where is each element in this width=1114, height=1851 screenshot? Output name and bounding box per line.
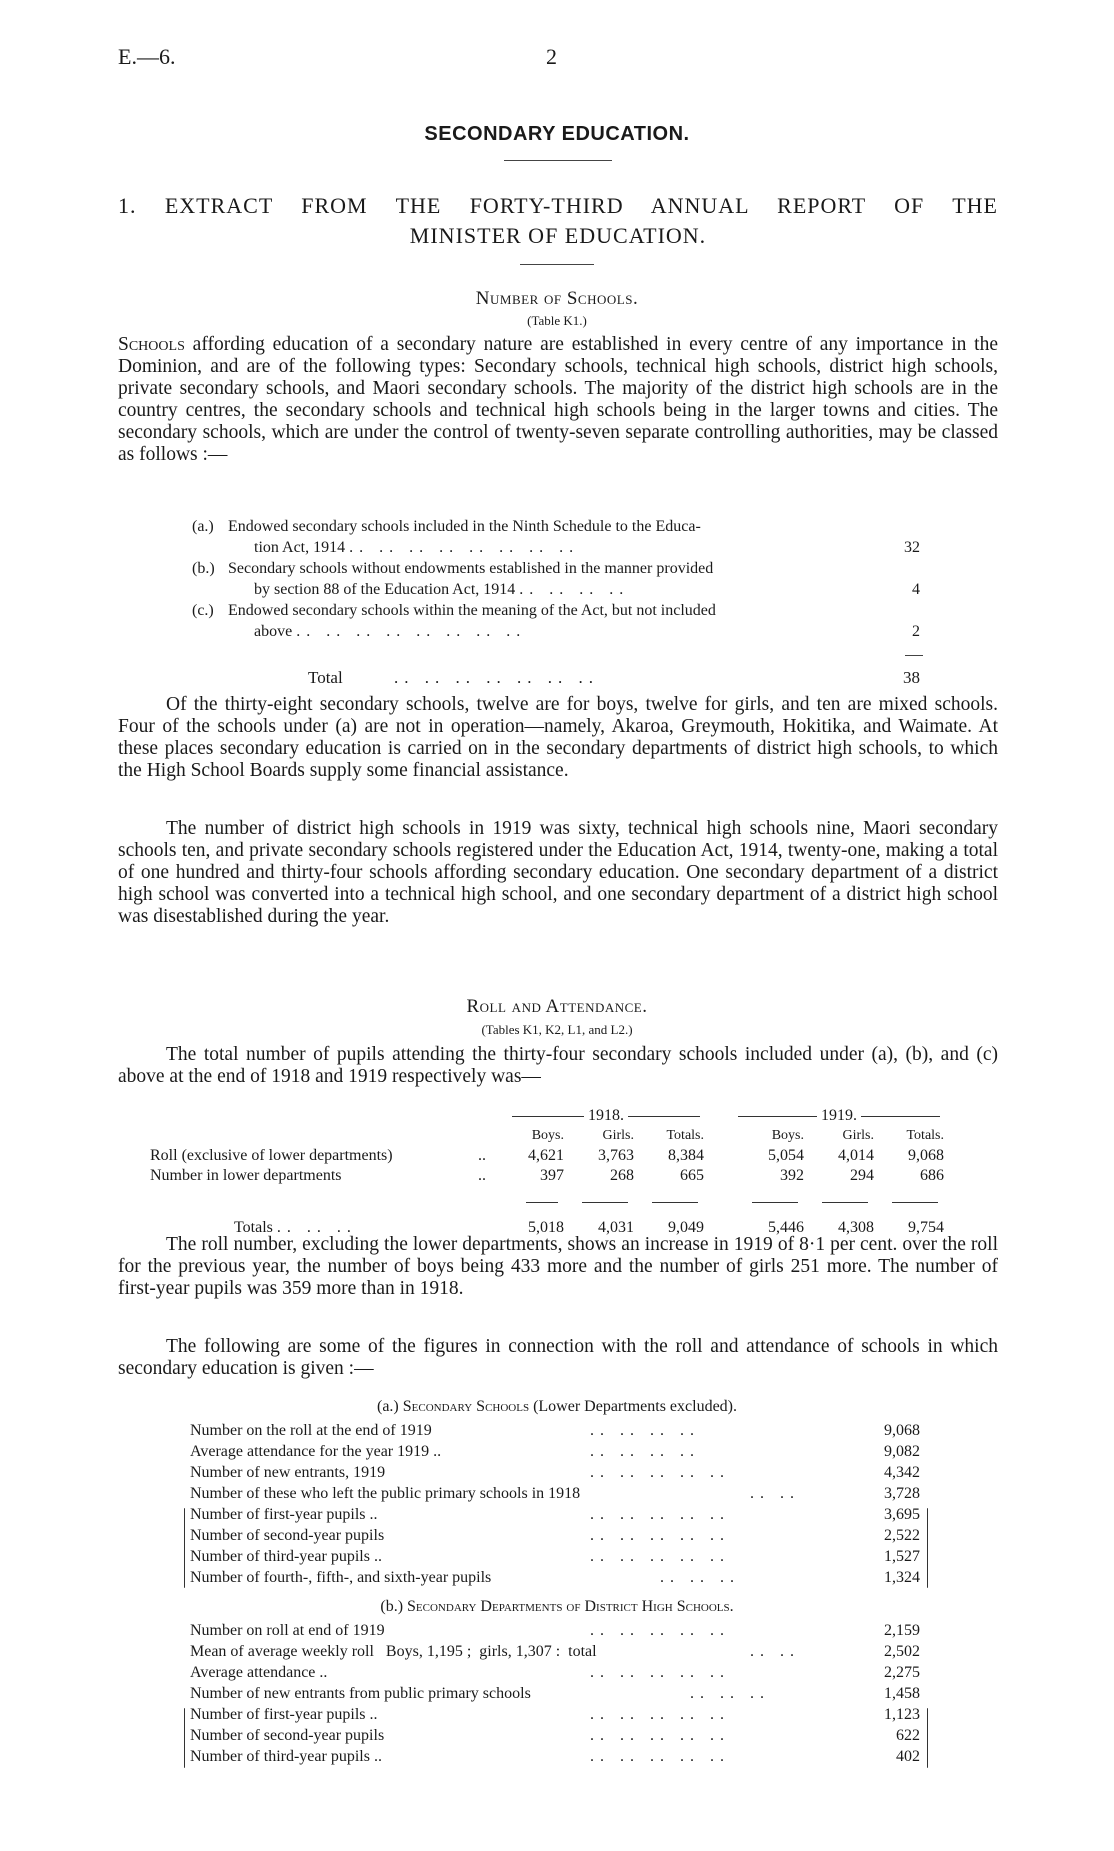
table-row: Roll (exclusive of lower departments) .. 4,621 3,763 8,384 5,054 4,014 9,068 <box>150 1147 944 1164</box>
list-item: (c.) Endowed secondary schools within the meaning of the Act, but not included above .. .. .. .. .. .. .. .. 2 <box>192 602 920 640</box>
list-item-value: 2 <box>912 623 920 640</box>
document-page: E.—6. 2 SECONDARY EDUCATION. 1. EXTRACT FROM THE FORTY-THIRD ANNUAL REPORT OF THE MINISTER OF EDUCATION. Number of Schools. (Table K1.) Schools affording education of a secondary nature are established in every centre of any importance in the Dominion, and are of the following types: Secondary schools, technical high schools, district high schools, private secondary schools, and Maori secondary schools. The majority of the district high schools are in the country centres, the secondary schools and technical high schools being in the larger towns and cities. The secondary schools, which are under the control of twenty-seven separate controlling authorities, may be classed as follows :— (a.) Endowed secondary schools included in the Ninth Schedule to the Educa- tion Act, 1914 .. .. .. .. .. .. .. .. 32 (b.) Secondary schools without endowments established in the manner provided by section 88 of the Education Act, 1914 .. .. .. .. 4 (c.) Endowed secondary schools within the meaning of the Act, but not included above .. .. .. .. .. .. .. .. 2 Total .. .. .. .. .. .. .. 38 Of the thirty-eight secondary schools, twelve are for boys, twelve for girls, and ten are mixed schools. Four of the schools under (a) are not in operation—namely, Akaroa, Greymouth, Hokitika, and Waimate. At these places secondary education is carried on in the secondary departments of district high schools, to which the High School Boards supply some financial assistance. The number of district high schools in 1919 was sixty, technical high schools nine, Maori secondary schools ten, and private secondary schools registered under the Education Act, 1914, twenty-one, making a total of one hundred and thirty-four schools affording secondary education. One secondary department of a district high school was converted into a technical high school, and one secondary department of a district high school was disestablished during the year. Roll and Attendance. (Tables K1, K2, L1, and L2.) The total number of pupils attending the thirty-four secondary schools included under (a), (b), and (c) above at the end of 1918 and 1919 respectively was— 1918. 1919. Boys. Girls. Totals. Boys. Girls. Totals. Roll (exclusive of lower departments) .. 4,621 3,763 8,384 5,054 4,014 9,068 Number in lower departments .. 397 268 665 392 294 686 Totals .. .. .. 5,018 4,031 9,049 5,446 4,308 9,754 The roll number, excluding the lower departments, shows an increase in 1919 of 8·1 per cent. over the roll for the previous year, the number of boys being 433 more and the number of girls 251 more. The number of first-year pupils was 359 more than in 1918. The following are some of the figures in connection with the roll and attendance of schools in which secondary education is given :— (a.) Secondary Schools (Lower Departments excluded). Number on the roll at the end of 1919 .. .. .. .. 9,068 Average attendance for the year 1919 .. .. .. .. .. 9,082 Number of new entrants, 1919 .. .. .. .. .. 4,342 Number of these who left the public primary schools in 1918 .. .. 3,728 Number of first-year pupils .. .. .. .. .. .. 3,695 Number of second-year pupils .. .. .. .. .. 2,522 Number of third-year pupils .. .. .. .. .. .. 1,527 Number of fourth-, fifth-, and sixth-year pupils .. .. .. 1,324 (b.) Secondary Departments of District High Schools. Number on roll at end of 1919 .. .. .. .. .. 2,159 Mean of average weekly roll Boys, 1,195 ; girls, 1,307 : total .. .. 2,502 Average attendance .. .. .. .. .. .. 2,275 Number of new entrants from public primary schools .. .. .. 1,458 Number of first-year pupils .. .. .. .. .. .. 1,123 Number of second-year pupils .. .. .. .. .. 622 Number of third-year pupils .. .. .. .. .. .. 402 <box>0 0 1114 1851</box>
paragraph-roll-increase: The roll number, excluding the lower departments, shows an increase in 1919 of 8·1 per cent. over the roll for the previous year, the number of boys being 433 more and the number of girls 251 more. The number of first-year pupils was 359 more than in 1918. <box>118 1234 998 1299</box>
list-item: (b.) Secondary schools without endowments established in the manner provided by section 88 of the Education Act, 1914 .. .. .. .. 4 <box>192 560 920 598</box>
stat-row: Number of these who left the public primary schools in 1918 .. .. 3,728 <box>190 1485 920 1502</box>
stat-value: 9,082 <box>884 1443 920 1460</box>
section-heading-number-of-schools: Number of Schools. <box>475 288 639 309</box>
column-header: Totals. <box>666 1128 704 1143</box>
stat-value: 1,458 <box>884 1685 920 1702</box>
stat-row: Number on roll at end of 1919 .. .. .. .. .. 2,159 <box>190 1622 920 1639</box>
left-brace <box>184 1508 185 1588</box>
stat-value: 1,123 <box>884 1706 920 1723</box>
table-row: Number in lower departments .. 397 268 665 392 294 686 <box>150 1167 944 1184</box>
section-heading-roll-attendance: Roll and Attendance. <box>466 996 648 1017</box>
total-value: 38 <box>903 668 920 687</box>
roll-table <box>150 1106 944 1238</box>
stat-row: Number of first-year pupils .. .. .. .. .. .. 3,695 <box>190 1506 920 1523</box>
stat-value: 2,159 <box>884 1622 920 1639</box>
stat-row: Number of new entrants, 1919 .. .. .. .. .. 4,342 <box>190 1464 920 1481</box>
paragraph-roll-intro: The total number of pupils attending the thirty-four secondary schools included under (a), (b), and (c) above at the end of 1918 and 1919 respectively was— <box>118 1044 998 1087</box>
paragraph-school-types: Of the thirty-eight secondary schools, twelve are for boys, twelve for girls, and ten are mixed schools. Four of the schools under (a) are not in operation—namely, Akaroa, Greymouth, Hokitika, and Waimate. At these places secondary education is carried on in the secondary departments of district high schools, to which the High School Boards supply some financial assistance. <box>118 694 998 781</box>
extract-title-line1: 1. EXTRACT FROM THE FORTY-THIRD ANNUAL REPORT OF THE <box>118 193 998 218</box>
totals-row: Totals .. .. .. 5,018 4,031 9,049 5,446 4,308 9,754 <box>234 1219 944 1236</box>
paragraph-schools-intro <box>118 334 998 466</box>
secondary-schools-stats <box>190 1420 920 1588</box>
district-high-stats <box>190 1620 920 1767</box>
year-header-1919: 1919. <box>817 1107 861 1124</box>
stat-row: Number of fourth-, fifth-, and sixth-year pupils .. .. .. 1,324 <box>190 1569 920 1586</box>
sum-rule-row <box>150 1186 944 1218</box>
column-header: Boys. <box>531 1128 564 1143</box>
intro-text: affording education of a secondary nature are established in every centre of any importance in the Dominion, and are of the following types: Secondary schools, technical high schools, district high schools, private secondary schools, and Maori secondary schools. The majority of the district high schools are in the country centres, the secondary schools and technical high schools being in the larger towns and cities. The secondary schools, which are under the control of twenty-seven separate controlling authorities, may be classed as follows :— <box>118 334 998 465</box>
stat-value: 622 <box>896 1727 920 1744</box>
section-title: SECONDARY EDUCATION. <box>424 123 690 145</box>
row-label: Number in lower departments <box>150 1167 342 1184</box>
extract-title-line2: MINISTER OF EDUCATION. <box>409 223 707 248</box>
stat-value: 2,275 <box>884 1664 920 1681</box>
stat-row: Number of third-year pupils .. .. .. .. .. .. 402 <box>190 1748 920 1765</box>
right-brace <box>927 1708 928 1768</box>
document-code: E.—6. <box>118 44 176 69</box>
list-item-value: 4 <box>912 581 920 598</box>
year-header-1918: 1918. <box>584 1107 628 1124</box>
stat-value: 4,342 <box>884 1464 920 1481</box>
extract-title <box>118 191 998 251</box>
stat-value: 2,502 <box>884 1643 920 1660</box>
stat-value: 3,728 <box>884 1485 920 1502</box>
stat-row: Number of second-year pupils .. .. .. .. .. 622 <box>190 1727 920 1744</box>
row-label: Roll (exclusive of lower departments) <box>150 1147 393 1164</box>
stat-value: 9,068 <box>884 1422 920 1439</box>
stat-row: Number of first-year pupils .. .. .. .. .. .. 1,123 <box>190 1706 920 1723</box>
stat-row: Number of third-year pupils .. .. .. .. .. .. 1,527 <box>190 1548 920 1565</box>
lead-word: Schools <box>118 334 185 355</box>
table-reference: (Table K1.) <box>527 313 587 328</box>
stat-value: 1,324 <box>884 1569 920 1586</box>
table-year-row <box>150 1106 944 1126</box>
stat-row: Number on the roll at the end of 1919 .. .. .. .. 9,068 <box>190 1422 920 1439</box>
column-header: Girls. <box>602 1128 634 1143</box>
stat-row: Mean of average weekly roll Boys, 1,195 ; girls, 1,307 : total .. .. 2,502 <box>190 1643 920 1660</box>
subsection-heading-district-high: (b.) Secondary Departments of District High Schools. <box>380 1598 734 1615</box>
divider <box>520 264 594 265</box>
column-header: Totals. <box>906 1128 944 1143</box>
left-brace <box>184 1708 185 1768</box>
list-item: (a.) Endowed secondary schools included in the Ninth Schedule to the Educa- tion Act, 1914 .. .. .. .. .. .. .. .. 32 <box>192 518 920 556</box>
stat-row: Number of second-year pupils .. .. .. .. .. 2,522 <box>190 1527 920 1544</box>
stat-row: Number of new entrants from public primary schools .. .. .. 1,458 <box>190 1685 920 1702</box>
sum-rule <box>905 655 923 656</box>
right-brace <box>927 1508 928 1588</box>
paragraph-following-figures: The following are some of the figures in connection with the roll and attendance of schools in which secondary education is given :— <box>118 1336 998 1379</box>
paragraph-district-high: The number of district high schools in 1919 was sixty, technical high schools nine, Maori secondary schools ten, and private secondary schools registered under the Education Act, 1914, twenty-one, making a total of one hundred and thirty-four schools affording secondary education. One secondary department of a district high school was converted into a technical high school, and one secondary department of a district high school was disestablished during the year. <box>118 818 998 927</box>
totals-label: Totals <box>234 1219 273 1236</box>
stat-value: 1,527 <box>884 1548 920 1565</box>
stat-row: Average attendance for the year 1919 .. .. .. .. .. 9,082 <box>190 1443 920 1460</box>
column-header: Girls. <box>842 1128 874 1143</box>
divider <box>504 160 612 161</box>
column-header: Boys. <box>771 1128 804 1143</box>
page-number: 2 <box>546 44 557 69</box>
table-reference: (Tables K1, K2, L1, and L2.) <box>481 1022 633 1037</box>
stat-row: Average attendance .. .. .. .. .. .. 2,275 <box>190 1664 920 1681</box>
school-class-list <box>118 516 998 642</box>
table-header-row <box>150 1126 944 1146</box>
stat-value: 402 <box>896 1748 920 1765</box>
subsection-heading-secondary-schools: (a.) Secondary Schools (Lower Departments excluded). <box>377 1398 737 1415</box>
stat-value: 3,695 <box>884 1506 920 1523</box>
list-item-value: 32 <box>904 539 920 556</box>
stat-value: 2,522 <box>884 1527 920 1544</box>
